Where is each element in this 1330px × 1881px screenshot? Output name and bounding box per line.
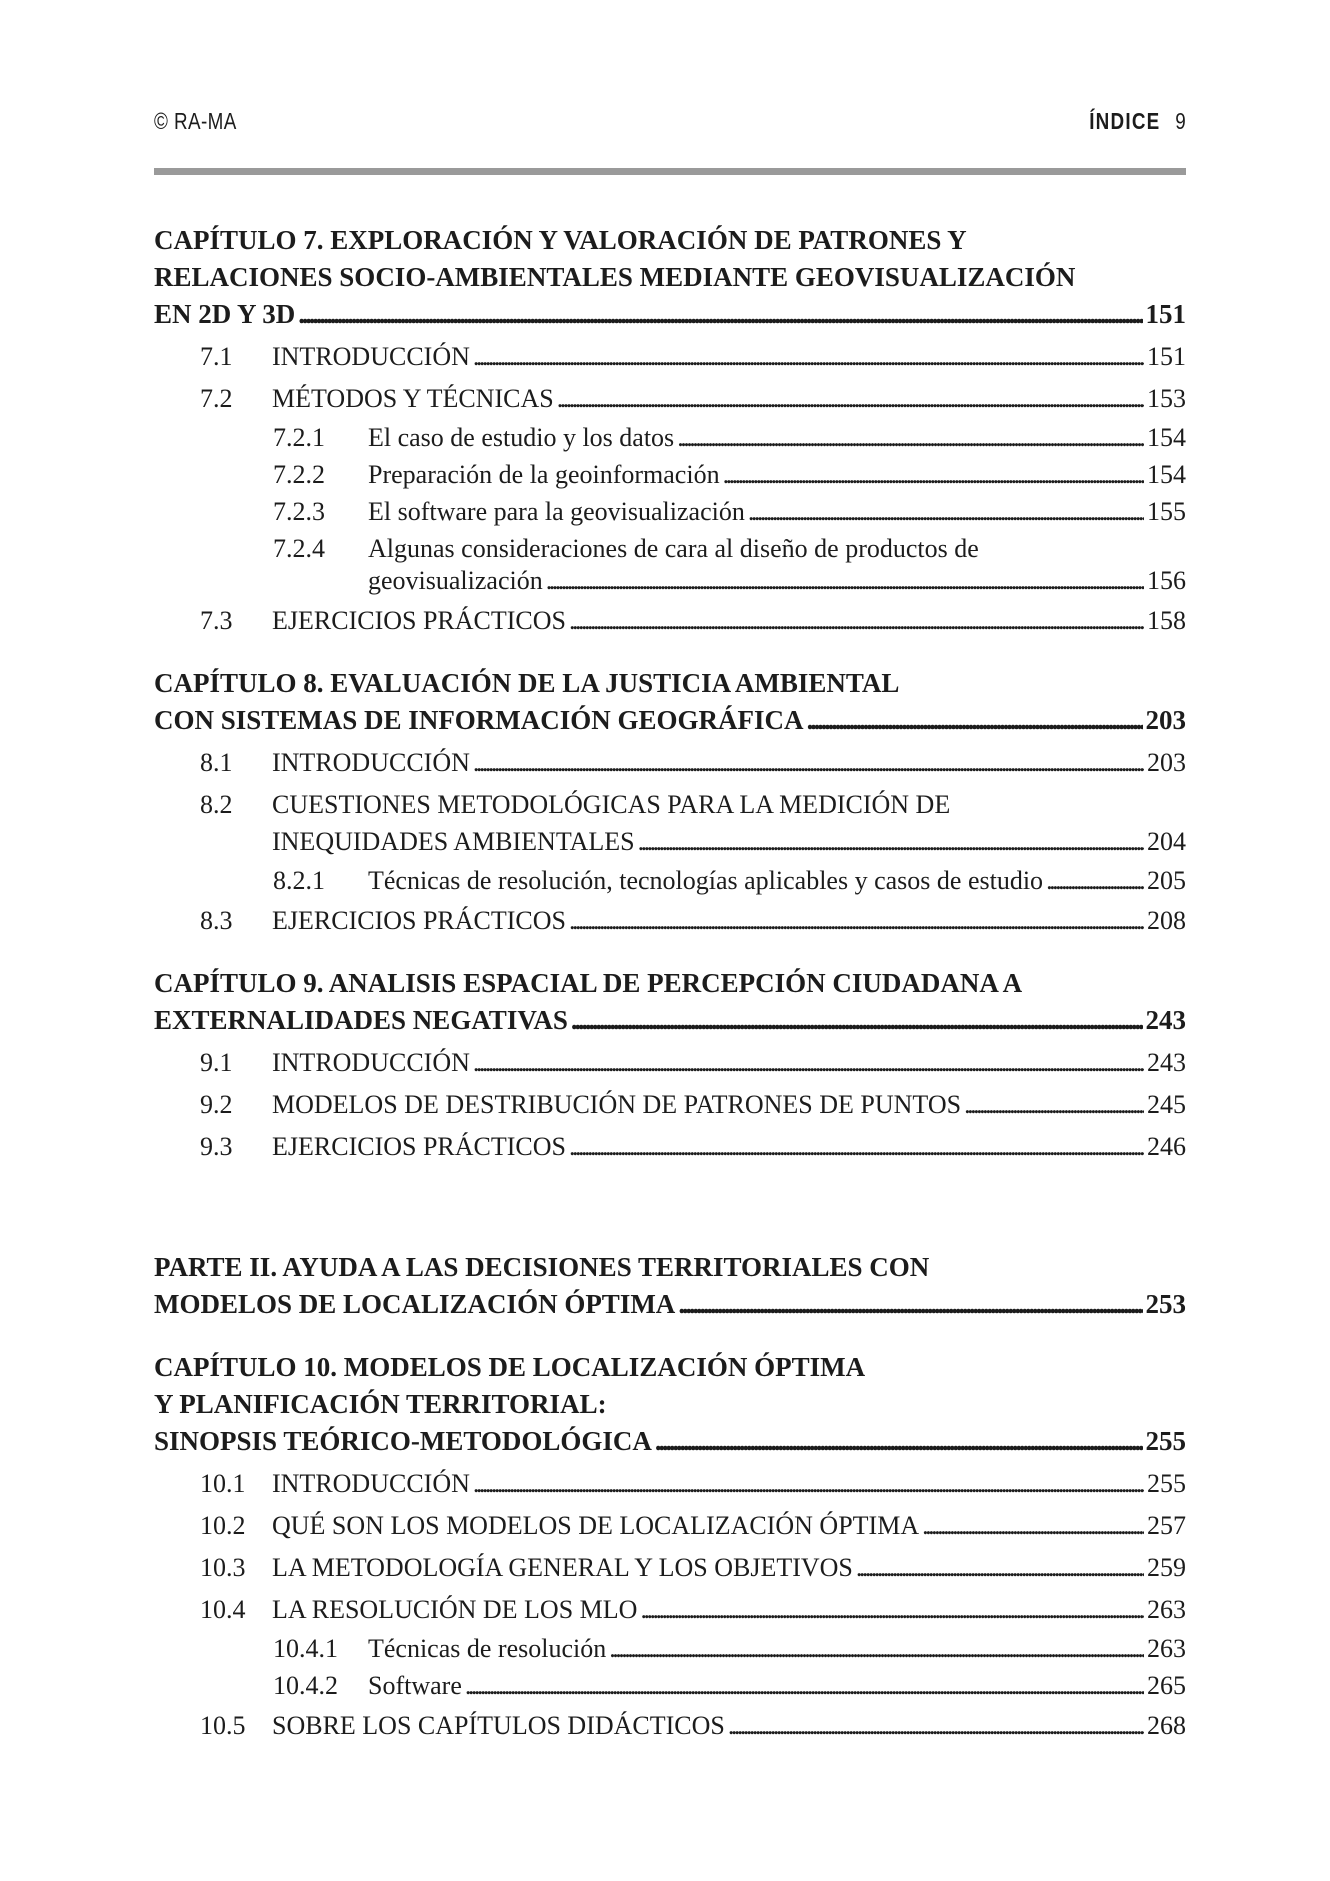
dot-leader [473, 744, 1144, 781]
toc-page-number: 154 [1147, 460, 1186, 489]
toc-section-entry [154, 338, 1186, 375]
dot-leader [473, 1044, 1144, 1081]
dot-leader [655, 1423, 1143, 1460]
toc-page-number: 151 [1147, 342, 1186, 371]
toc-page-number: 263 [1147, 1595, 1186, 1624]
dot-leader [678, 1286, 1142, 1323]
toc-entry-number: 9.2 [200, 1090, 233, 1119]
toc-entry-title [154, 1249, 1186, 1323]
toc-entry-number: 7.2.1 [273, 423, 325, 452]
toc-entry-title [272, 1549, 1186, 1586]
toc-title-line: PARTE II. AYUDA A LAS DECISIONES TERRITORIALES CON [154, 1252, 930, 1282]
toc-page-number: 259 [1147, 1553, 1186, 1582]
toc-title-line: SINOPSIS TEÓRICO-METODOLÓGICA [154, 1426, 652, 1456]
toc-page-number: 245 [1147, 1090, 1186, 1119]
dot-leader [557, 380, 1144, 417]
toc-section-entry [154, 744, 1186, 781]
toc-entry-number: 10.1 [200, 1469, 246, 1498]
toc-title-line: LA RESOLUCIÓN DE LOS MLO [272, 1595, 638, 1624]
dot-leader [1046, 865, 1144, 897]
toc-title-line: INEQUIDADES AMBIENTALES [272, 827, 635, 856]
toc-section-entry [154, 1086, 1186, 1123]
toc-page-number: 158 [1147, 606, 1186, 635]
dot-leader [640, 1591, 1144, 1628]
dot-leader [807, 702, 1143, 739]
toc-chapter-entry [154, 1349, 1186, 1460]
toc-section-entry [154, 902, 1186, 939]
header-rule [154, 168, 1186, 175]
toc-title-line: EN 2D Y 3D [154, 299, 296, 329]
toc-chapter-entry [154, 965, 1186, 1039]
toc-section-entry [154, 1465, 1186, 1502]
toc-entry-number: 8.2 [200, 790, 233, 819]
toc-entry-title [154, 665, 1186, 739]
toc-title-line: MODELOS DE LOCALIZACIÓN ÓPTIMA [154, 1289, 676, 1319]
page-number: 9 [1175, 108, 1186, 134]
toc-title-line: MODELOS DE DESTRIBUCIÓN DE PATRONES DE PUNTOS [272, 1090, 962, 1119]
toc-title-line: El software para la geovisualización [368, 497, 745, 526]
toc-entry-number: 10.4.1 [273, 1634, 338, 1663]
toc-entry-number: 7.2.3 [273, 497, 325, 526]
toc-entry-title [272, 786, 1186, 860]
toc-section-entry [154, 380, 1186, 417]
toc-entry-title [272, 1086, 1186, 1123]
toc-title-line: CAPÍTULO 8. EVALUACIÓN DE LA JUSTICIA AMBIENTAL [154, 668, 900, 698]
dot-leader [748, 496, 1144, 528]
toc-page-number: 243 [1145, 1005, 1186, 1035]
toc-entry-title [272, 1465, 1186, 1502]
toc-chapter-entry [154, 665, 1186, 739]
toc-subsection-entry [154, 496, 1186, 528]
toc-title-line: MÉTODOS Y TÉCNICAS [272, 384, 554, 413]
toc-title-line: CUESTIONES METODOLÓGICAS PARA LA MEDICIÓN DE [272, 790, 951, 819]
toc-entry-title [368, 533, 1186, 597]
toc-page-number: 253 [1145, 1289, 1186, 1319]
toc-subsection-entry [154, 1633, 1186, 1665]
toc-page-number: 257 [1147, 1511, 1186, 1540]
toc-entry-title [272, 602, 1186, 639]
toc-entry-number: 7.2.4 [273, 534, 325, 563]
dot-leader [546, 565, 1144, 597]
toc-entry-title [272, 338, 1186, 375]
toc-title-line: INTRODUCCIÓN [272, 748, 470, 777]
toc-page-number: 246 [1147, 1132, 1186, 1161]
toc-entry-title [272, 380, 1186, 417]
toc-entry-number: 10.4.2 [273, 1671, 338, 1700]
toc-entry-number: 8.1 [200, 748, 233, 777]
dot-leader [569, 602, 1144, 639]
toc-entry-title [368, 422, 1186, 454]
toc-title-line: EXTERNALIDADES NEGATIVAS [154, 1005, 568, 1035]
publisher-mark: © RA-MA [154, 108, 237, 134]
toc-entry-title [368, 1633, 1186, 1665]
dot-leader [571, 1002, 1143, 1039]
toc-entry-title [368, 865, 1186, 897]
toc-title-line: El caso de estudio y los datos [368, 423, 675, 452]
toc-title-line: Algunas consideraciones de cara al diseño de productos de [368, 534, 979, 563]
toc-entry-number: 10.4 [200, 1595, 246, 1624]
toc-entry-title [368, 459, 1186, 491]
dot-leader [465, 1670, 1144, 1702]
toc-section-entry [154, 1044, 1186, 1081]
dot-leader [638, 823, 1144, 860]
section-title: ÍNDICE [1089, 108, 1161, 134]
toc-page-number: 154 [1147, 423, 1186, 452]
toc-section-entry [154, 1549, 1186, 1586]
toc-entry-number: 10.3 [200, 1553, 246, 1582]
dot-leader [728, 1707, 1144, 1744]
toc-section-entry [154, 602, 1186, 639]
toc-entry-number: 7.2.2 [273, 460, 325, 489]
toc-title-line: Y PLANIFICACIÓN TERRITORIAL: [154, 1389, 607, 1419]
toc-title-line: CAPÍTULO 7. EXPLORACIÓN Y VALORACIÓN DE PATRONES Y [154, 225, 967, 255]
toc-title-line: CON SISTEMAS DE INFORMACIÓN GEOGRÁFICA [154, 705, 804, 735]
toc-title-line: Técnicas de resolución, tecnologías aplicables y casos de estudio [368, 866, 1044, 895]
toc-chapter-entry [154, 1249, 1186, 1323]
toc-entry-number: 7.3 [200, 606, 233, 635]
toc-page-number: 203 [1147, 748, 1186, 777]
toc-entry-number: 10.5 [200, 1711, 246, 1740]
toc-entry-title [272, 1591, 1186, 1628]
dot-leader [677, 422, 1144, 454]
toc-entry-title [272, 744, 1186, 781]
toc-subsection-entry [154, 865, 1186, 897]
toc-entry-number: 7.2 [200, 384, 233, 413]
toc-page-number: 265 [1147, 1671, 1186, 1700]
toc-title-line: geovisualización [368, 566, 543, 595]
toc-title-line: EJERCICIOS PRÁCTICOS [272, 906, 566, 935]
toc-entry-title [154, 222, 1186, 333]
dot-leader [473, 1465, 1144, 1502]
toc-section-entry [154, 1707, 1186, 1744]
toc-entry-title [368, 1670, 1186, 1702]
toc-entry-title [272, 1707, 1186, 1744]
toc-subsection-entry [154, 459, 1186, 491]
toc-entry-number: 7.1 [200, 342, 233, 371]
toc-page-number: 255 [1145, 1426, 1186, 1456]
toc-section-entry [154, 1128, 1186, 1165]
toc-entry-title [154, 1349, 1186, 1460]
table-of-contents [154, 222, 1186, 1744]
dot-leader [473, 338, 1144, 375]
dot-leader [964, 1086, 1144, 1123]
toc-entry-number: 8.3 [200, 906, 233, 935]
toc-page-number: 255 [1147, 1469, 1186, 1498]
page-header [154, 108, 1186, 148]
toc-page-number: 263 [1147, 1634, 1186, 1663]
dot-leader [298, 296, 1142, 333]
toc-entry-title [368, 496, 1186, 528]
toc-section-entry [154, 1591, 1186, 1628]
toc-page-number: 268 [1147, 1711, 1186, 1740]
dot-leader [922, 1507, 1144, 1544]
toc-title-line: QUÉ SON LOS MODELOS DE LOCALIZACIÓN ÓPTIMA [272, 1511, 920, 1540]
toc-title-line: Preparación de la geoinformación [368, 460, 720, 489]
toc-entry-title [272, 902, 1186, 939]
toc-entry-title [272, 1128, 1186, 1165]
toc-page-number: 203 [1145, 705, 1186, 735]
toc-page-number: 156 [1147, 566, 1186, 595]
toc-title-line: CAPÍTULO 10. MODELOS DE LOCALIZACIÓN ÓPTIMA [154, 1352, 866, 1382]
toc-subsection-entry [154, 533, 1186, 597]
toc-page-number: 151 [1145, 299, 1186, 329]
toc-title-line: Software [368, 1671, 462, 1700]
toc-entry-number: 8.2.1 [273, 866, 325, 895]
toc-subsection-entry [154, 1670, 1186, 1702]
toc-page-number: 155 [1147, 497, 1186, 526]
dot-leader [609, 1633, 1144, 1665]
toc-entry-number: 10.2 [200, 1511, 246, 1540]
toc-entry-title [154, 965, 1186, 1039]
toc-title-line: RELACIONES SOCIO-AMBIENTALES MEDIANTE GEOVISUALIZACIÓN [154, 262, 1076, 292]
toc-title-line: EJERCICIOS PRÁCTICOS [272, 606, 566, 635]
toc-page-number: 208 [1147, 906, 1186, 935]
toc-page-number: 205 [1147, 866, 1186, 895]
toc-page-number: 204 [1147, 827, 1186, 856]
dot-leader [856, 1549, 1144, 1586]
toc-subsection-entry [154, 422, 1186, 454]
toc-entry-title [272, 1507, 1186, 1544]
toc-title-line: CAPÍTULO 9. ANALISIS ESPACIAL DE PERCEPCIÓN CIUDADANA A [154, 968, 1023, 998]
toc-title-line: INTRODUCCIÓN [272, 1048, 470, 1077]
running-head [1089, 108, 1186, 135]
toc-entry-number: 9.1 [200, 1048, 233, 1077]
toc-section-entry [154, 786, 1186, 860]
dot-leader [723, 459, 1144, 491]
toc-title-line: INTRODUCCIÓN [272, 342, 470, 371]
toc-chapter-entry [154, 222, 1186, 333]
toc-entry-title [272, 1044, 1186, 1081]
toc-title-line: Técnicas de resolución [368, 1634, 607, 1663]
toc-page-number: 243 [1147, 1048, 1186, 1077]
toc-entry-number: 9.3 [200, 1132, 233, 1161]
toc-page-number: 153 [1147, 384, 1186, 413]
toc-title-line: INTRODUCCIÓN [272, 1469, 470, 1498]
toc-title-line: SOBRE LOS CAPÍTULOS DIDÁCTICOS [272, 1711, 725, 1740]
toc-title-line: LA METODOLOGÍA GENERAL Y LOS OBJETIVOS [272, 1553, 853, 1582]
toc-title-line: EJERCICIOS PRÁCTICOS [272, 1132, 566, 1161]
dot-leader [569, 902, 1144, 939]
toc-section-entry [154, 1507, 1186, 1544]
dot-leader [569, 1128, 1144, 1165]
